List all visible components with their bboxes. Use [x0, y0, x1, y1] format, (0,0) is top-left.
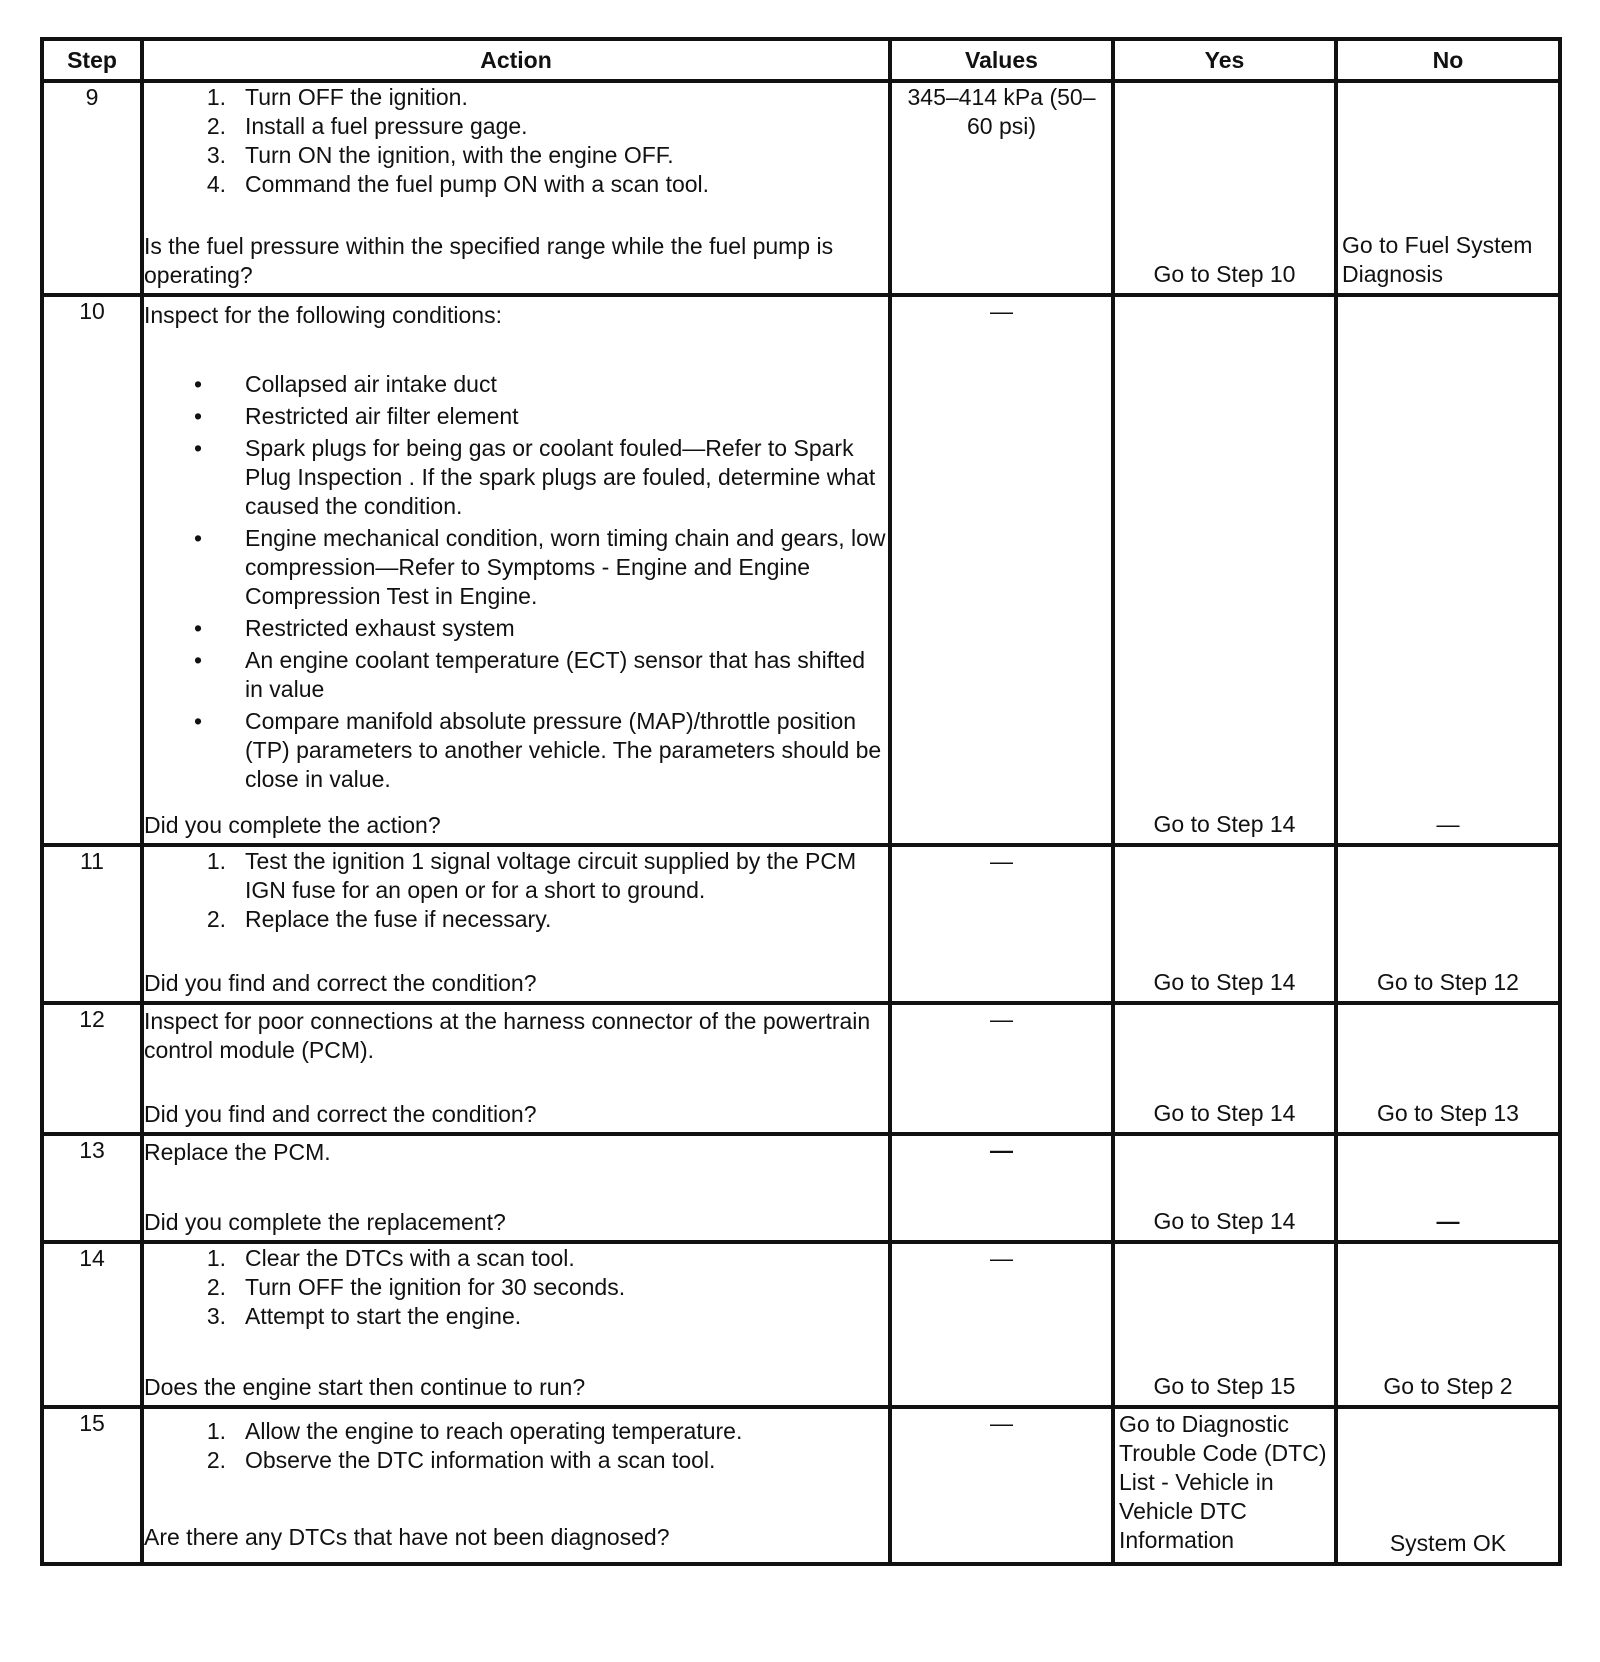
- question: Did you find and correct the condition?: [144, 970, 537, 996]
- values-cell: —: [890, 1003, 1113, 1134]
- list-item: 2. Turn OFF the ignition for 30 seconds.: [206, 1274, 626, 1300]
- table-row: [42, 1134, 1560, 1242]
- list-item: • Restricted air filter element: [194, 403, 519, 429]
- list-item: • Compare manifold absolute pressure (MAP)/throttle position (TP) parameters to another vehicle. The parameters should be close in value.: [194, 708, 882, 792]
- step-number: 15: [42, 1407, 142, 1564]
- list-item: 1. Test the ignition 1 signal voltage circuit supplied by the PCM IGN fuse for an open or for a short to ground.: [206, 848, 857, 903]
- values-text: 345–414 kPa (50– 60 psi): [907, 84, 1096, 139]
- list-item: • Collapsed air intake duct: [194, 371, 497, 397]
- step-number: 11: [42, 845, 142, 1003]
- action-cell: [142, 1407, 890, 1564]
- yes-link[interactable]: Go to Step 14: [1153, 1208, 1296, 1234]
- question: Are there any DTCs that have not been diagnosed?: [144, 1524, 670, 1550]
- no-cell: [1336, 845, 1560, 1003]
- question: Did you complete the action?: [144, 812, 441, 838]
- values-cell: —: [890, 1242, 1113, 1407]
- yes-cell: [1113, 845, 1336, 1003]
- table-row: [42, 1003, 1560, 1134]
- no-cell: [1336, 1134, 1560, 1242]
- header-yes: Yes: [1113, 39, 1336, 81]
- yes-cell: [1113, 1407, 1336, 1564]
- numbered-list: [144, 1417, 888, 1475]
- list-item: • Spark plugs for being gas or coolant fouled—Refer to Spark Plug Inspection . If the spark plugs are fouled, determine what caused the condition.: [194, 435, 876, 519]
- yes-link[interactable]: Go to Step 14: [1153, 811, 1296, 837]
- list-item: 2. Observe the DTC information with a scan tool.: [206, 1447, 716, 1473]
- header-no: No: [1336, 39, 1560, 81]
- list-item: 1. Turn OFF the ignition.: [206, 84, 468, 110]
- no-value: System OK: [1389, 1530, 1507, 1556]
- question: Does the engine start then continue to run?: [144, 1374, 586, 1400]
- question: Did you find and correct the condition?: [144, 1101, 537, 1127]
- no-value: —: [1436, 1208, 1460, 1234]
- action-cell: [142, 81, 890, 295]
- values-cell: [890, 81, 1113, 295]
- numbered-list: [144, 847, 888, 934]
- action-cell: [142, 1242, 890, 1407]
- action-cell: [142, 845, 890, 1003]
- bullet-list: [144, 370, 888, 794]
- table-row: [42, 845, 1560, 1003]
- yes-link[interactable]: Go to Step 14: [1153, 1100, 1296, 1126]
- list-item: 1. Clear the DTCs with a scan tool.: [206, 1245, 575, 1271]
- values-cell: —: [890, 295, 1113, 845]
- no-link[interactable]: Go to Step 2: [1383, 1373, 1513, 1399]
- no-cell: [1336, 1242, 1560, 1407]
- yes-link[interactable]: Go to Step 10: [1153, 261, 1296, 287]
- no-value: —: [1436, 811, 1460, 837]
- yes-cell: [1113, 295, 1336, 845]
- list-item: 3. Turn ON the ignition, with the engine OFF.: [206, 142, 674, 168]
- numbered-list: [144, 83, 888, 199]
- question: Is the fuel pressure within the specified range while the fuel pump is operating?: [144, 233, 834, 288]
- numbered-list: [144, 1244, 888, 1331]
- intro-text: Replace the PCM.: [144, 1139, 331, 1165]
- no-link[interactable]: Go to Step 13: [1377, 1100, 1519, 1126]
- action-cell: [142, 1134, 890, 1242]
- no-cell: [1336, 295, 1560, 845]
- step-number: 12: [42, 1003, 142, 1134]
- action-cell: [142, 295, 890, 845]
- table-row: [42, 1242, 1560, 1407]
- header-step: Step: [42, 39, 142, 81]
- table-row: [42, 81, 1560, 295]
- intro-text: Inspect for poor connections at the harness connector of the powertrain control module (PCM).: [144, 1008, 871, 1063]
- yes-link[interactable]: Go to Diagnostic Trouble Code (DTC) List - Vehicle in Vehicle DTC Information: [1119, 1411, 1327, 1553]
- diagnostic-table: [40, 37, 1562, 1566]
- header-values: Values: [890, 39, 1113, 81]
- yes-cell: [1113, 1134, 1336, 1242]
- step-number: 13: [42, 1134, 142, 1242]
- list-item: • Restricted exhaust system: [194, 615, 515, 641]
- no-link[interactable]: Go to Fuel System Diagnosis: [1342, 232, 1533, 287]
- yes-link[interactable]: Go to Step 15: [1153, 1373, 1296, 1399]
- no-link[interactable]: Go to Step 12: [1377, 969, 1519, 995]
- yes-link[interactable]: Go to Step 14: [1153, 969, 1296, 995]
- step-number: 9: [42, 81, 142, 295]
- step-number: 10: [42, 295, 142, 845]
- intro-text: Inspect for the following conditions:: [144, 302, 502, 328]
- step-number: 14: [42, 1242, 142, 1407]
- list-item: 1. Allow the engine to reach operating temperature.: [206, 1418, 743, 1444]
- yes-cell: [1113, 81, 1336, 295]
- list-item: 3. Attempt to start the engine.: [206, 1303, 522, 1329]
- no-cell: [1336, 81, 1560, 295]
- list-item: • Engine mechanical condition, worn timing chain and gears, low compression—Refer to Symptoms - Engine and Engine Compression Test in Engine.: [194, 525, 886, 609]
- values-cell: —: [890, 845, 1113, 1003]
- question: Did you complete the replacement?: [144, 1209, 506, 1235]
- list-item: 2. Install a fuel pressure gage.: [206, 113, 528, 139]
- list-item: 2. Replace the fuse if necessary.: [206, 906, 552, 932]
- no-cell: [1336, 1407, 1560, 1564]
- no-cell: [1336, 1003, 1560, 1134]
- table-row: [42, 1407, 1560, 1564]
- yes-cell: [1113, 1003, 1336, 1134]
- action-cell: [142, 1003, 890, 1134]
- list-item: • An engine coolant temperature (ECT) sensor that has shifted in value: [194, 647, 866, 702]
- values-cell: —: [890, 1134, 1113, 1242]
- list-item: 4. Command the fuel pump ON with a scan tool.: [206, 171, 710, 197]
- header-action: Action: [142, 39, 890, 81]
- header-row: [42, 39, 1560, 81]
- values-cell: —: [890, 1407, 1113, 1564]
- yes-cell: [1113, 1242, 1336, 1407]
- table-row: [42, 295, 1560, 845]
